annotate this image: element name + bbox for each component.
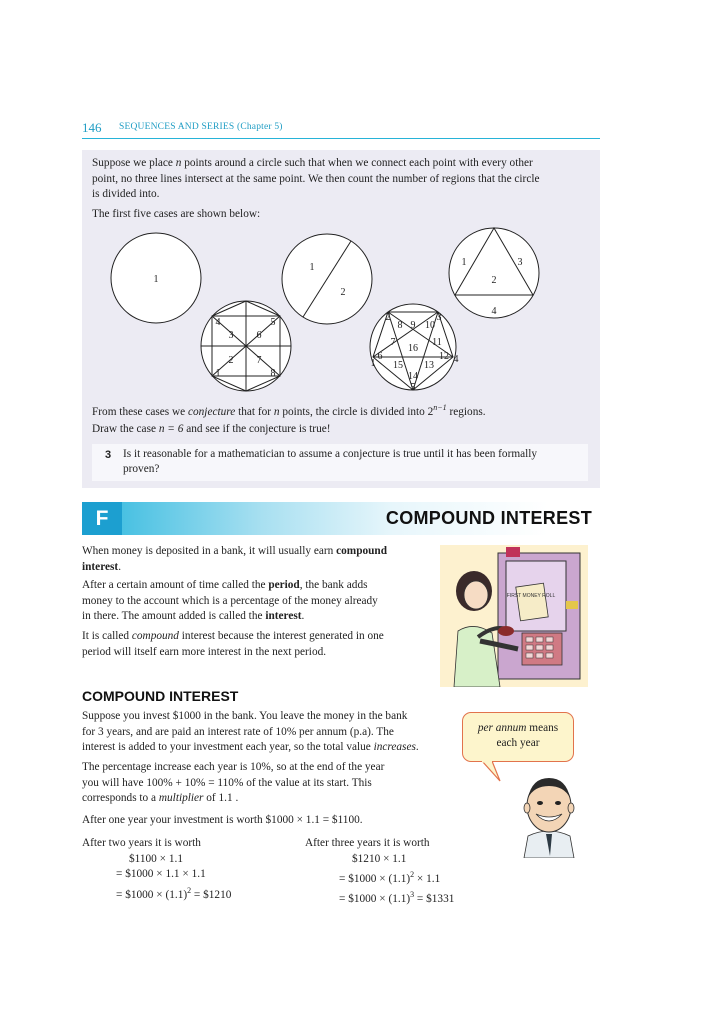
- section-banner: [82, 502, 600, 535]
- running-header: [82, 118, 600, 139]
- c2-label-1: 1: [309, 262, 315, 273]
- c5-label-4: 4: [453, 354, 459, 365]
- c5-label-6: 6: [377, 351, 383, 362]
- intro-paragraph-1: When money is deposited in a bank, it will usually earn compound interest.: [82, 545, 387, 573]
- c3-label-3: 3: [517, 257, 523, 268]
- three-years-line-3: = $1000 × $(1.1)^3$ = $1331: [339, 890, 455, 906]
- two-years-heading: After two years it is worth: [82, 837, 201, 849]
- c4-label-7: 7: [256, 355, 262, 366]
- question-text: Is it reasonable for a mathematician to assume a conjecture is true until it has been formally proven?: [123, 448, 538, 475]
- circles-outline: [111, 228, 539, 391]
- c1-label-1: 1: [153, 274, 159, 285]
- section-letter: F: [82, 502, 122, 535]
- c4-label-5: 5: [270, 317, 276, 328]
- question-number: 3: [105, 449, 112, 461]
- investigation-intro: Suppose we place n points around a circle such that when we connect each point with every other point, no three lines intersect at the same point. We then count the number of regions that the circle is divided into.: [92, 157, 540, 200]
- one-year-line: After one year your investment is worth $1000 × 1.1 = $1100.: [82, 814, 363, 826]
- running-title: SEQUENCES AND SERIES (Chapter 5): [119, 122, 283, 132]
- atm-illustration: [440, 545, 588, 687]
- three-years-block: [305, 836, 505, 908]
- page-number: 146: [82, 120, 102, 135]
- c3-label-1: 1: [461, 257, 467, 268]
- c3-label-2: 2: [491, 275, 497, 286]
- note-text: FIRST MONEY ROLL: [506, 593, 556, 599]
- c5-label-8: 8: [397, 320, 403, 331]
- c4-label-4: 4: [215, 317, 221, 328]
- three-years-line-2: = $1000 × $(1.1)^2 \times 1.1$: [339, 870, 441, 885]
- intro-paragraph-3: It is called compound interest because the interest generated in one period will itself earn more interest in the next period.: [82, 630, 384, 658]
- two-years-block: [82, 836, 302, 903]
- draw-case-text: Draw the case n = 6 and see if the conjecture is true!: [92, 423, 331, 435]
- two-years-line-1: $1100 × 1.1: [129, 852, 183, 865]
- c5-label-3: 3: [436, 312, 442, 323]
- subsection-heading: COMPOUND INTEREST: [82, 688, 239, 704]
- c5-label-7: 7: [390, 337, 396, 348]
- c5-label-15: 15: [393, 360, 403, 371]
- circle-regions-diagram: [82, 225, 600, 395]
- body-paragraph-2: The percentage increase each year is 10%, so at the end of the year you will have 100% + 10% = 110% of the value at its start. This corresponds to a multiplier of 1.1 .: [82, 761, 385, 804]
- speech-bubble: per annum means each year: [462, 712, 574, 762]
- c5-label-13: 13: [424, 360, 434, 371]
- c5-label-12: 12: [439, 351, 449, 362]
- first-cases-text: The first five cases are shown below:: [92, 208, 261, 220]
- c5-label-11: 11: [432, 337, 442, 348]
- section-title: COMPOUND INTEREST: [385, 508, 592, 528]
- c3-label-4: 4: [491, 306, 497, 317]
- c5-label-1: 1: [370, 358, 376, 369]
- c5-label-10: 10: [425, 320, 435, 331]
- conjecture-text: From these cases we conjecture that for n points, the circle is divided into $2^{n-1}$ regions.: [92, 403, 486, 418]
- c5-label-14: 14: [408, 371, 418, 382]
- c4-label-6: 6: [256, 330, 262, 341]
- two-years-line-3: = $1000 × $(1.1)^2$ = $1210: [116, 885, 232, 901]
- bubble-tail: [480, 761, 502, 783]
- intro-paragraph-2: After a certain amount of time called the period, the bank adds money to the account which is a percentage of the money already in there. The amount added is called the interest.: [82, 579, 378, 622]
- c4-label-1: 1: [215, 368, 221, 379]
- three-years-line-1: $1210 × 1.1: [352, 852, 407, 865]
- c5-label-9: 9: [410, 320, 416, 331]
- c4-label-3: 3: [228, 330, 234, 341]
- c5-label-16: 16: [408, 343, 418, 354]
- question-box: [92, 444, 588, 481]
- c4-label-8: 8: [270, 368, 276, 379]
- three-years-heading: After three years it is worth: [305, 837, 430, 849]
- c5-label-2: 2: [385, 312, 391, 323]
- two-years-line-2: = $1000 × 1.1 × 1.1: [116, 868, 206, 880]
- boy-cartoon: [520, 770, 578, 858]
- c2-label-2: 2: [340, 287, 346, 298]
- c5-label-5: 5: [410, 382, 416, 393]
- body-paragraph-1: Suppose you invest $1000 in the bank. You leave the money in the bank for 3 years, and are paid an interest rate of 10% per annum (p.a). The interest is added to your investment each year, so the total value increases.: [82, 710, 419, 753]
- c4-label-2: 2: [228, 355, 234, 366]
